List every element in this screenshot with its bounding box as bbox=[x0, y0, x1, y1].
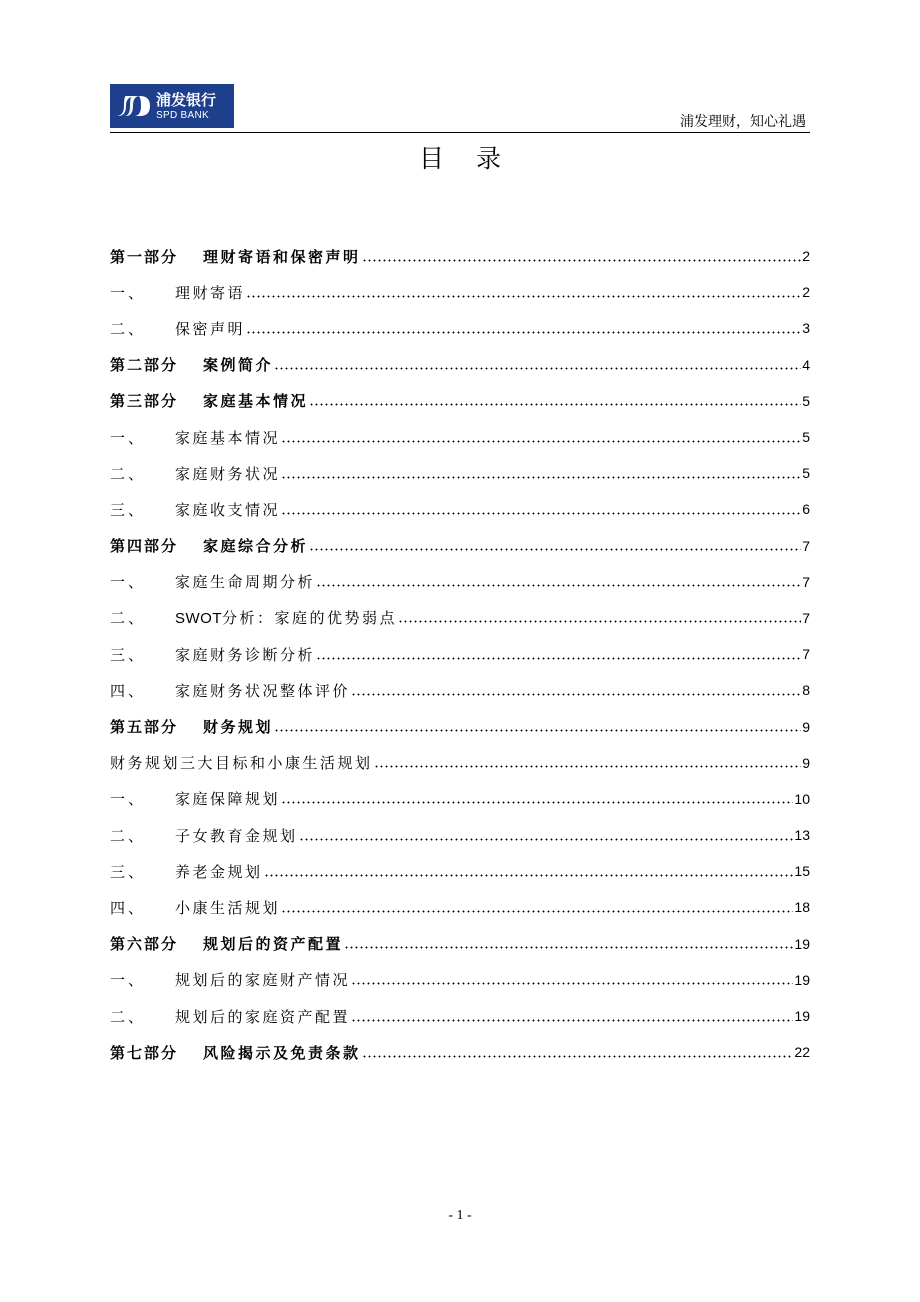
toc-entry-label bbox=[203, 1042, 361, 1063]
toc-dot-leader bbox=[362, 1053, 794, 1059]
toc-entry-page: 6 bbox=[802, 501, 810, 518]
toc-entry[interactable] bbox=[110, 708, 810, 744]
toc-entry-page: 4 bbox=[802, 356, 810, 373]
toc-entry-page: 5 bbox=[802, 465, 810, 482]
toc-entry-label-text: 财务规划三大目标和小康生活规划 bbox=[110, 754, 373, 773]
toc-dot-leader bbox=[351, 691, 801, 697]
toc-entry-page: 7 bbox=[802, 646, 810, 663]
toc-dot-leader bbox=[398, 619, 801, 625]
toc-entry-page: 9 bbox=[802, 718, 810, 735]
toc-entry[interactable] bbox=[110, 817, 810, 853]
toc-dot-leader bbox=[246, 329, 801, 335]
toc-entry-label bbox=[175, 969, 350, 990]
toc-entry-label bbox=[175, 499, 280, 520]
table-of-contents bbox=[110, 238, 810, 1070]
toc-entry-label-text: 子女教育金规划 bbox=[175, 826, 298, 845]
toc-entry-page: 3 bbox=[802, 320, 810, 337]
toc-entry-number: 二、 bbox=[110, 319, 147, 338]
toc-entry-page: 7 bbox=[802, 573, 810, 590]
toc-entry-number: 二、 bbox=[110, 609, 147, 628]
toc-entry-number: 第六部分 bbox=[110, 935, 179, 954]
toc-entry[interactable] bbox=[110, 347, 810, 383]
toc-entry-number: 第三部分 bbox=[110, 392, 179, 411]
toc-dot-leader bbox=[344, 945, 793, 951]
toc-entry-number: 一、 bbox=[110, 283, 147, 302]
toc-dot-leader bbox=[281, 474, 801, 480]
toc-entry-number: 第四部分 bbox=[110, 537, 179, 556]
toc-entry-page: 19 bbox=[794, 1008, 810, 1025]
toc-entry-label-text: 规划后的家庭资产配置 bbox=[175, 1007, 351, 1026]
toc-entry-number: 四、 bbox=[110, 898, 147, 917]
logo-chinese-name: 浦发银行 bbox=[156, 91, 217, 109]
toc-dot-leader bbox=[274, 366, 801, 372]
toc-entry-label-text: 小康生活规划 bbox=[175, 898, 281, 917]
toc-entry-label-text: 养老金规划 bbox=[175, 862, 263, 881]
toc-entry-number: 第五部分 bbox=[110, 718, 179, 737]
toc-entry[interactable] bbox=[110, 926, 810, 962]
toc-entry-label-text: 家庭生命周期分析 bbox=[175, 573, 316, 592]
toc-entry-label-text: 规划后的家庭财产情况 bbox=[175, 971, 351, 990]
toc-entry-label-text: 财务规划 bbox=[203, 718, 274, 737]
toc-entry-label bbox=[203, 390, 308, 411]
toc-entry-label-text: 理财寄语和保密声明 bbox=[203, 247, 361, 266]
toc-entry-number: 第七部分 bbox=[110, 1043, 179, 1062]
toc-dot-leader bbox=[309, 547, 801, 553]
toc-entry[interactable] bbox=[110, 419, 810, 455]
toc-dot-leader bbox=[351, 981, 793, 987]
toc-entry[interactable] bbox=[110, 528, 810, 564]
toc-dot-leader bbox=[316, 583, 801, 589]
toc-entry-number: 二、 bbox=[110, 826, 147, 845]
toc-entry-label bbox=[175, 282, 245, 303]
toc-entry-label-text: 家庭收支情况 bbox=[175, 500, 281, 519]
toc-entry-label bbox=[203, 246, 361, 267]
toc-entry-number: 一、 bbox=[110, 790, 147, 809]
toc-entry[interactable] bbox=[110, 455, 810, 491]
toc-entry-number: 第一部分 bbox=[110, 247, 179, 266]
toc-entry[interactable] bbox=[110, 564, 810, 600]
toc-entry-label bbox=[203, 535, 308, 556]
toc-entry-label bbox=[203, 716, 273, 737]
toc-entry[interactable] bbox=[110, 310, 810, 346]
toc-entry-label-text: 家庭综合分析 bbox=[203, 537, 309, 556]
logo-english-name: SPD BANK bbox=[156, 110, 209, 121]
toc-entry-label-text: 风险揭示及免责条款 bbox=[203, 1043, 361, 1062]
toc-dot-leader bbox=[281, 800, 793, 806]
toc-entry-label bbox=[110, 752, 373, 773]
toc-entry-page: 9 bbox=[802, 754, 810, 771]
spd-bank-logo bbox=[110, 84, 234, 128]
header-slogan: 浦发理财，知心礼遇 bbox=[680, 114, 806, 130]
toc-entry-page: 22 bbox=[794, 1044, 810, 1061]
toc-entry-page: 7 bbox=[802, 609, 810, 626]
toc-entry[interactable] bbox=[110, 745, 810, 781]
toc-entry-number: 二、 bbox=[110, 1007, 147, 1026]
toc-entry-label-latin: SWOT bbox=[175, 610, 222, 628]
toc-entry[interactable] bbox=[110, 636, 810, 672]
toc-dot-leader bbox=[281, 438, 801, 444]
toc-entry-label-text: 家庭财务状况整体评价 bbox=[175, 681, 351, 700]
toc-entry-label bbox=[175, 897, 280, 918]
toc-entry-label-text: 理财寄语 bbox=[175, 283, 246, 302]
toc-dot-leader bbox=[374, 764, 802, 770]
toc-entry-label-text: 家庭基本情况 bbox=[203, 392, 309, 411]
toc-entry-label bbox=[175, 1006, 350, 1027]
toc-entry-page: 5 bbox=[802, 429, 810, 446]
toc-entry-label-text: 规划后的资产配置 bbox=[203, 935, 344, 954]
toc-entry-label bbox=[203, 933, 343, 954]
toc-entry-number: 一、 bbox=[110, 428, 147, 447]
toc-entry-number: 第二部分 bbox=[110, 356, 179, 375]
toc-entry-page: 19 bbox=[794, 935, 810, 952]
toc-entry[interactable] bbox=[110, 781, 810, 817]
toc-entry-number: 二、 bbox=[110, 464, 147, 483]
toc-entry[interactable] bbox=[110, 383, 810, 419]
toc-entry-label bbox=[175, 861, 263, 882]
toc-entry-label-text: 家庭基本情况 bbox=[175, 428, 281, 447]
toc-entry[interactable] bbox=[110, 238, 810, 274]
toc-entry-number: 四、 bbox=[110, 681, 147, 700]
header-rule bbox=[110, 132, 810, 133]
toc-entry-label bbox=[175, 607, 397, 628]
toc-entry-label bbox=[175, 427, 280, 448]
toc-entry-label-text: 案例简介 bbox=[203, 356, 274, 375]
toc-entry-page: 10 bbox=[794, 790, 810, 807]
toc-entry[interactable] bbox=[110, 962, 810, 998]
toc-entry[interactable] bbox=[110, 600, 810, 636]
toc-entry-number: 三、 bbox=[110, 500, 147, 519]
toc-entry[interactable] bbox=[110, 853, 810, 889]
toc-entry-label-text: 分析：家庭的优势弱点 bbox=[222, 609, 398, 628]
toc-entry[interactable] bbox=[110, 998, 810, 1034]
toc-entry[interactable] bbox=[110, 274, 810, 310]
toc-entry-number: 一、 bbox=[110, 971, 147, 990]
toc-dot-leader bbox=[309, 402, 801, 408]
toc-entry-label-text: 家庭保障规划 bbox=[175, 790, 281, 809]
toc-entry-page: 18 bbox=[794, 899, 810, 916]
toc-entry-number: 三、 bbox=[110, 862, 147, 881]
toc-entry-label bbox=[175, 680, 350, 701]
toc-entry-page: 13 bbox=[794, 827, 810, 844]
toc-entry-page: 2 bbox=[802, 248, 810, 265]
toc-dot-leader bbox=[246, 293, 801, 299]
toc-dot-leader bbox=[281, 510, 801, 516]
toc-entry-page: 8 bbox=[802, 682, 810, 699]
toc-entry-label bbox=[175, 825, 298, 846]
toc-entry-page: 19 bbox=[794, 971, 810, 988]
toc-entry-label bbox=[175, 463, 280, 484]
page-number: - 1 - bbox=[448, 1208, 472, 1223]
toc-dot-leader bbox=[362, 257, 802, 263]
toc-entry[interactable] bbox=[110, 1034, 810, 1070]
toc-entry-page: 7 bbox=[802, 537, 810, 554]
spd-logo-icon bbox=[116, 93, 152, 119]
toc-dot-leader bbox=[299, 836, 794, 842]
toc-dot-leader bbox=[316, 655, 801, 661]
toc-entry-label bbox=[203, 354, 273, 375]
toc-entry-label-text: 家庭财务诊断分析 bbox=[175, 645, 316, 664]
toc-entry[interactable] bbox=[110, 672, 810, 708]
toc-entry-page: 15 bbox=[794, 863, 810, 880]
toc-entry-label-text: 家庭财务状况 bbox=[175, 464, 281, 483]
page-title: 目录 bbox=[418, 144, 533, 173]
toc-entry-label bbox=[175, 571, 315, 592]
toc-dot-leader bbox=[264, 872, 794, 878]
toc-entry-label bbox=[175, 788, 280, 809]
toc-dot-leader bbox=[281, 908, 793, 914]
toc-entry[interactable] bbox=[110, 491, 810, 527]
toc-entry-number: 一、 bbox=[110, 573, 147, 592]
toc-dot-leader bbox=[351, 1017, 793, 1023]
toc-entry-page: 5 bbox=[802, 392, 810, 409]
toc-entry[interactable] bbox=[110, 889, 810, 925]
toc-entry-number: 三、 bbox=[110, 645, 147, 664]
toc-entry-label bbox=[175, 318, 245, 339]
toc-dot-leader bbox=[274, 728, 801, 734]
toc-entry-label bbox=[175, 644, 315, 665]
toc-entry-label-text: 保密声明 bbox=[175, 319, 246, 338]
toc-entry-page: 2 bbox=[802, 284, 810, 301]
